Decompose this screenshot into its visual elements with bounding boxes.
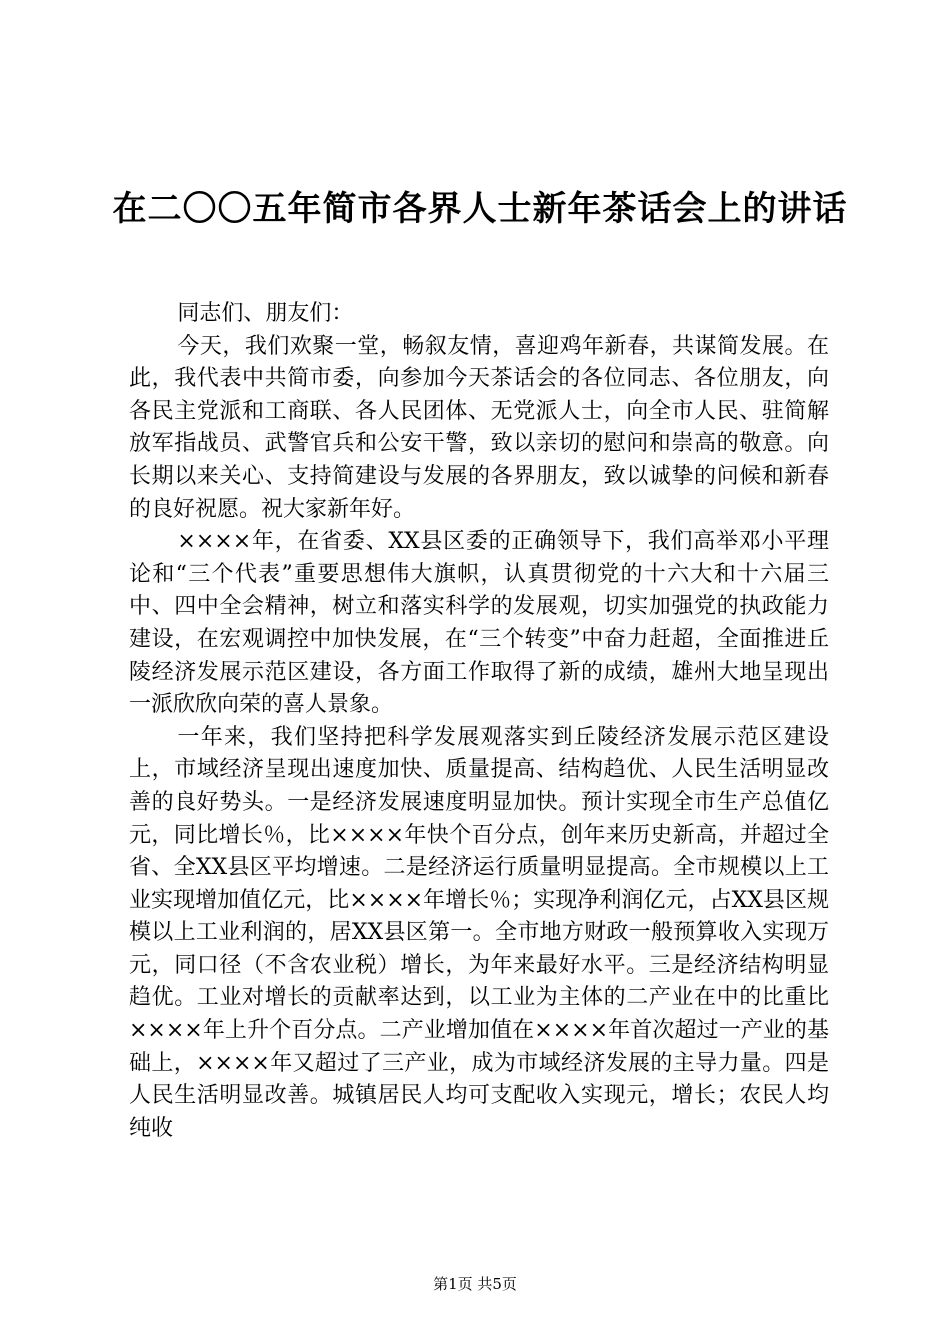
page-footer: 第1页 共5页	[433, 1275, 517, 1293]
document-title: 在二〇〇五年简市各界人士新年茶话会上的讲话	[112, 189, 848, 229]
body-paragraph: 今天，我们欢聚一堂，畅叙友情，喜迎鸡年新春，共谋简发展。在此，我代表中共简市委，向参加今天茶话会的各位同志、各位朋友，向各民主党派和工商联、各人民团体、无党派人士，向全市人民、驻简解放军指战员、武警官兵和公安干警，致以亲切的慰问和崇高的敬意。向长期以来关心、支持简建设与发展的各界朋友，致以诚挚的问候和新春的良好祝愿。祝大家新年好。	[129, 333, 829, 522]
body-paragraph: ××××年，在省委、XX县区委的正确领导下，我们高举邓小平理论和“三个代表”重要思想伟大旗帜，认真贯彻党的十六大和十六届三中、四中全会精神，树立和落实科学的发展观，切实加强党的执政能力建设，在宏观调控中加快发展，在“三个转变”中奋力赶超，全面推进丘陵经济发展示范区建设，各方面工作取得了新的成绩，雄州大地呈现出一派欣欣向荣的喜人景象。	[129, 529, 829, 718]
body-paragraph: 一年来，我们坚持把科学发展观落实到丘陵经济发展示范区建设上，市域经济呈现出速度加快、质量提高、结构趋优、人民生活明显改善的良好势头。一是经济发展速度明显加快。预计实现全市生产总值亿元，同比增长％，比××××年快个百分点，创年来历史新高，并超过全省、全XX县区平均增速。二是经济运行质量明显提高。全市规模以上工业实现增加值亿元，比××××年增长％；实现净利润亿元，占XX县区规模以上工业利润的，居XX县区第一。全市地方财政一般预算收入实现万元，同口径（不含农业税）增长，为年来最好水平。三是经济结构明显趋优。工业对增长的贡献率达到，以工业为主体的二产业在中的比重比××××年上升个百分点。二产业增加值在××××年首次超过一产业的基础上，××××年又超过了三产业，成为市域经济发展的主导力量。四是人民生活明显改善。城镇居民人均可支配收入实现元，增长；农民人均纯收	[129, 724, 829, 1141]
body-text-area	[129, 298, 829, 1178]
salutation-paragraph: 同志们、朋友们：	[177, 301, 354, 326]
